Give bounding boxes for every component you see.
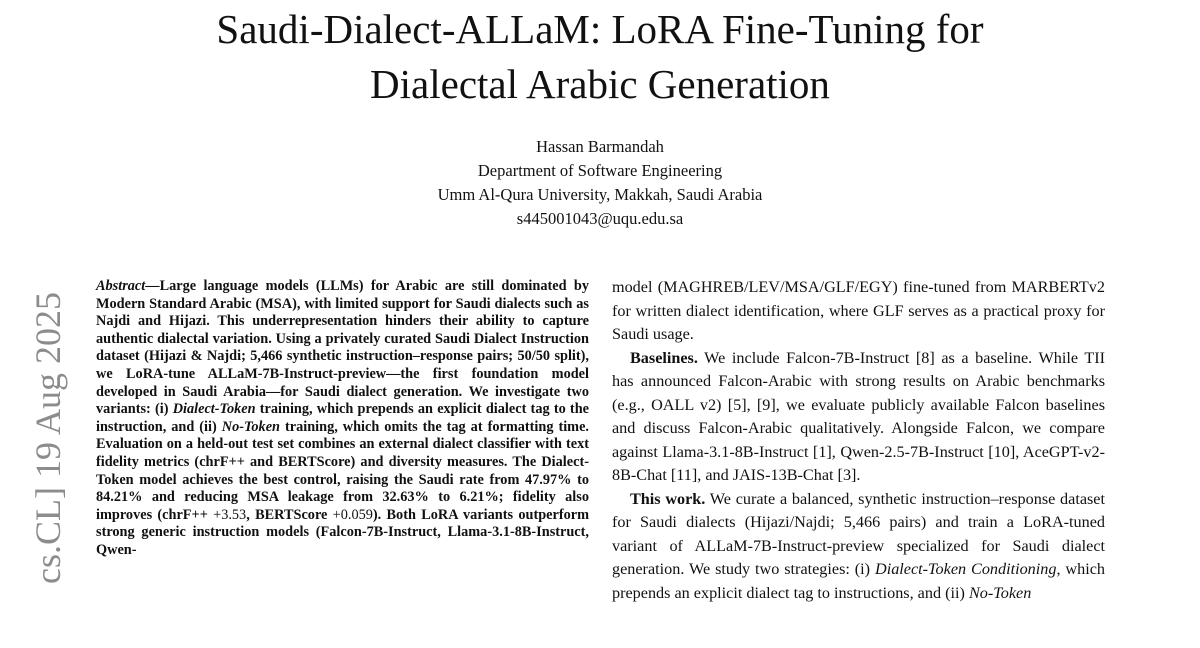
abstract-label: Abstract (96, 278, 146, 294)
this-work-text-2: , which prepends an explicit dialect tag to instructions, and (ii) (612, 560, 1105, 602)
abstract-bert-delta: +0.059 (332, 506, 373, 523)
body-paragraph-baselines (612, 347, 1105, 488)
author-university: Umm Al-Qura University, Makkah, Saudi Arabia (437, 185, 763, 204)
body-paragraph-1: model (MAGHREB/LEV/MSA/GLF/EGY) fine-tuned from MARBERTv2 for written dialect identification, where GLF serves as a practical proxy for Saudi usage. (612, 278, 1105, 343)
author-email: s445001043@uqu.edu.sa (516, 209, 684, 228)
this-work-dtc: Dialect-Token Conditioning (875, 560, 1057, 578)
arxiv-stamp-text: cs.CL] 19 Aug 2025 (28, 292, 68, 584)
author-department: Department of Software Engineering (477, 161, 723, 180)
author-name: Hassan Barmandah (536, 137, 664, 156)
title-line-1: Saudi-Dialect-ALLaM: LoRA Fine-Tuning for (216, 6, 984, 52)
abstract-text-4: , BERTScore (246, 506, 333, 523)
abstract-column (96, 278, 589, 560)
abstract-text-5: ). Both LoRA variants outperform strong generic instruction models (Falcon-7B-Instruct, Llama-3.1-8B-Instruct, Qwen- (96, 506, 590, 558)
baselines-label: Baselines. (630, 348, 698, 367)
arxiv-stamp (28, 288, 68, 648)
baselines-text: We include Falcon-7B-Instruct [8] as a baseline. While TII has announced Falcon-Arabic with strong results on Arabic benchmarks (e.g., OALL v2) [5], [9], we evaluate publicly available Falcon baselines and discuss Falcon-Arabic qualitatively. Alongside Falcon, we compare against Llama-3.1-8B-Instruct [1], Qwen-2.5-7B-Instruct [10], AceGPT-v2-8B-Chat [11], and JAIS-13B-Chat [3]. (612, 348, 1105, 484)
title-line-2: Dialectal Arabic Generation (370, 61, 830, 107)
paper-title (0, 2, 1200, 112)
body-paragraph-this-work (612, 488, 1105, 606)
this-work-no-token: No-Token (968, 583, 1032, 602)
this-work-text-1: We curate a balanced, synthetic instruction–response dataset for Saudi dialects (Hijazi/Najdi; 5,466 pairs) and train a LoRA-tuned variant of ALLaM-7B-Instruct-preview specialized for Saudi dialect generation. We study two strategies: (i) (612, 489, 1105, 578)
abstract-text-3: training, which omits the tag at formatting time. Evaluation on a held-out test set combines an external dialect classifier with text fidelity metrics (chrF++ and BERTScore) and diversity measures. The Dialect-Token model achieves the best control, raising the Saudi rate from 47.97% to 84.21% and reducing MSA leakage from 32.63% to 6.21%; fidelity also improves (chrF++ (96, 418, 590, 523)
this-work-label: This work. (630, 489, 706, 508)
body-column (612, 276, 1105, 605)
abstract-paragraph (96, 278, 589, 560)
abstract-text-1: —Large language models (LLMs) for Arabic are still dominated by Modern Standard Arabic (MSA), with limited support for Saudi dialects such as Najdi and Hijazi. This underrepresentation hinders their ability to capture authentic dialectal variation. Using a privately curated Saudi Dialect Instruction dataset (Hijazi & Najdi; 5,466 synthetic instruction–response pairs; 50/50 split), we LoRA-tune ALLaM-7B-Instruct-preview—the first foundation model developed in Saudi Arabia—for Saudi dialect generation. We investigate two variants: (i) (96, 278, 589, 418)
author-block (0, 135, 1200, 231)
abstract-dialect-token: Dialect-Token (172, 401, 256, 418)
abstract-chrf-delta: +3.53 (213, 506, 247, 523)
abstract-no-token: No-Token (221, 418, 280, 435)
abstract-text-2: training, which prepends an explicit dialect tag to the instruction, and (ii) (96, 401, 589, 435)
